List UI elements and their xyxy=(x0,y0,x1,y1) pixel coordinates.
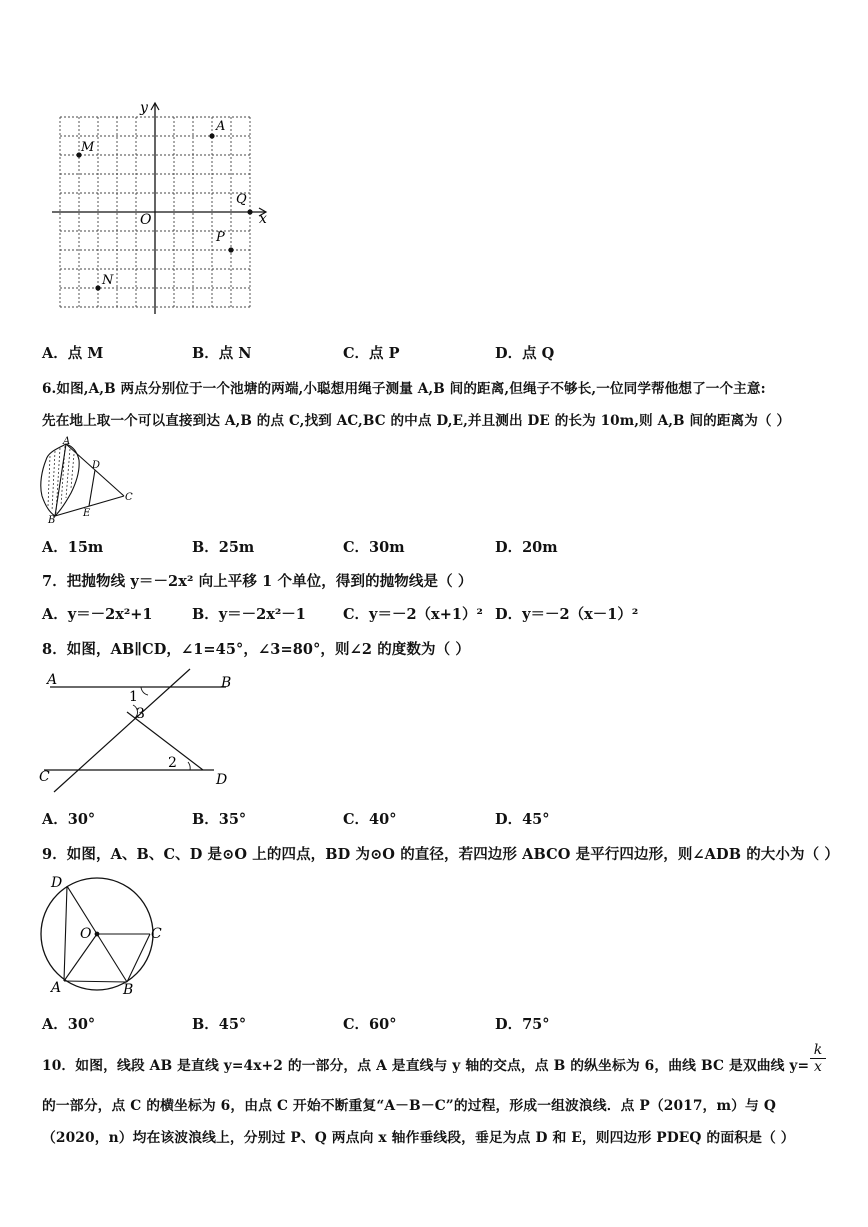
q8-angle-1: 1 xyxy=(129,689,138,705)
q5-option-b: B．点 N xyxy=(192,345,252,362)
q8-parallel-lines-figure xyxy=(36,668,236,796)
q8-label-c: C xyxy=(39,769,50,785)
q5-option-c: C．点 P xyxy=(343,345,400,362)
q8-label-b: B xyxy=(221,675,232,691)
q6-option-a: A．15m xyxy=(42,539,104,556)
q6-label-d: D xyxy=(92,460,101,471)
q7-option-d: D．y＝－2（x－1）² xyxy=(495,606,639,623)
q5-origin-label: O xyxy=(140,212,152,228)
q7-option-b: B．y＝－2x²－1 xyxy=(192,606,306,623)
q5-y-axis-label: y xyxy=(140,100,148,116)
q5-coordinate-grid-figure xyxy=(40,98,280,320)
q9-label-b: B xyxy=(123,982,134,998)
q9-label-o: O xyxy=(80,926,92,942)
q9-option-d: D．75° xyxy=(495,1016,550,1033)
q9-option-a: A．30° xyxy=(42,1016,96,1033)
q9-label-d: D xyxy=(51,875,63,891)
q6-option-c: C．30m xyxy=(343,539,405,556)
q10-fraction-numerator: k xyxy=(810,1042,826,1059)
q8-option-d: D．45° xyxy=(495,811,550,828)
q6-option-b: B．25m xyxy=(192,539,255,556)
q9-option-c: C．60° xyxy=(343,1016,397,1033)
q6-pond-figure xyxy=(36,436,140,528)
q8-angle-3: 3 xyxy=(136,706,145,722)
q6-label-e: E xyxy=(83,508,91,519)
q9-stem: 9．如图，A、B、C、D 是⊙O 上的四点，BD 为⊙O 的直径，若四边形 ABCO 是平行四边形，则∠ADB 的大小为（ ） xyxy=(42,846,839,863)
q6-label-b: B xyxy=(48,515,56,526)
q8-option-c: C．40° xyxy=(343,811,397,828)
q6-label-a: A xyxy=(63,436,71,447)
q5-point-q-label: Q xyxy=(236,192,247,207)
q5-option-a: A．点 M xyxy=(42,345,104,362)
q6-stem-line1: 6.如图,A,B 两点分别位于一个池塘的两端,小聪想用绳子测量 A,B 间的距离,但绳子不够长,一位同学帮他想了一个主意: xyxy=(42,381,766,397)
q6-label-c: C xyxy=(125,492,133,503)
q10-fraction-denominator: x xyxy=(814,1059,822,1075)
q9-option-b: B．45° xyxy=(192,1016,247,1033)
q10-stem-line3: （2020，n）均在该波浪线上，分别过 P、Q 两点向 x 轴作垂线段，垂足为点 D 和 E，则四边形 PDEQ 的面积是（ ） xyxy=(42,1130,795,1146)
q8-angle-2: 2 xyxy=(168,755,177,771)
q10-stem-line2: 的一部分，点 C 的横坐标为 6，由点 C 开始不断重复“A－B－C”的过程，形成一组波浪线．点 P（2017，m）与 Q xyxy=(42,1098,776,1114)
q8-label-a: A xyxy=(47,672,58,688)
q5-point-a-label: A xyxy=(216,119,226,134)
q6-option-d: D．20m xyxy=(495,539,558,556)
q8-label-d: D xyxy=(216,772,228,788)
q7-option-a: A．y＝－2x²+1 xyxy=(42,606,153,623)
q8-option-b: B．35° xyxy=(192,811,247,828)
q9-label-a: A xyxy=(51,980,62,996)
q10-stem-line1: 10．如图，线段 AB 是直线 y=4x+2 的一部分，点 A 是直线与 y 轴的交点，点 B 的纵坐标为 6，曲线 BC 是双曲线 y= xyxy=(42,1058,810,1074)
q8-option-a: A．30° xyxy=(42,811,96,828)
q5-point-p-label: P xyxy=(216,230,225,245)
q5-option-d: D．点 Q xyxy=(495,345,555,362)
q10-fraction-k-over-x xyxy=(810,1042,826,1075)
q9-circle-figure xyxy=(36,870,172,998)
q5-x-axis-label: x xyxy=(259,211,267,227)
q5-point-m-label: M xyxy=(81,140,95,155)
q6-stem-line2: 先在地上取一个可以直接到达 A,B 的点 C,找到 AC,BC 的中点 D,E,并且测出 DE 的长为 10m,则 A,B 间的距离为（ ） xyxy=(42,413,791,429)
q7-stem: 7．把抛物线 y＝－2x² 向上平移 1 个单位，得到的抛物线是（ ） xyxy=(42,573,473,590)
q5-point-n-label: N xyxy=(102,273,114,288)
q7-option-c: C．y＝－2（x+1）² xyxy=(343,606,483,623)
q9-label-c: C xyxy=(151,926,162,942)
q8-stem: 8．如图，AB∥CD，∠1=45°，∠3=80°，则∠2 的度数为（ ） xyxy=(42,641,470,658)
